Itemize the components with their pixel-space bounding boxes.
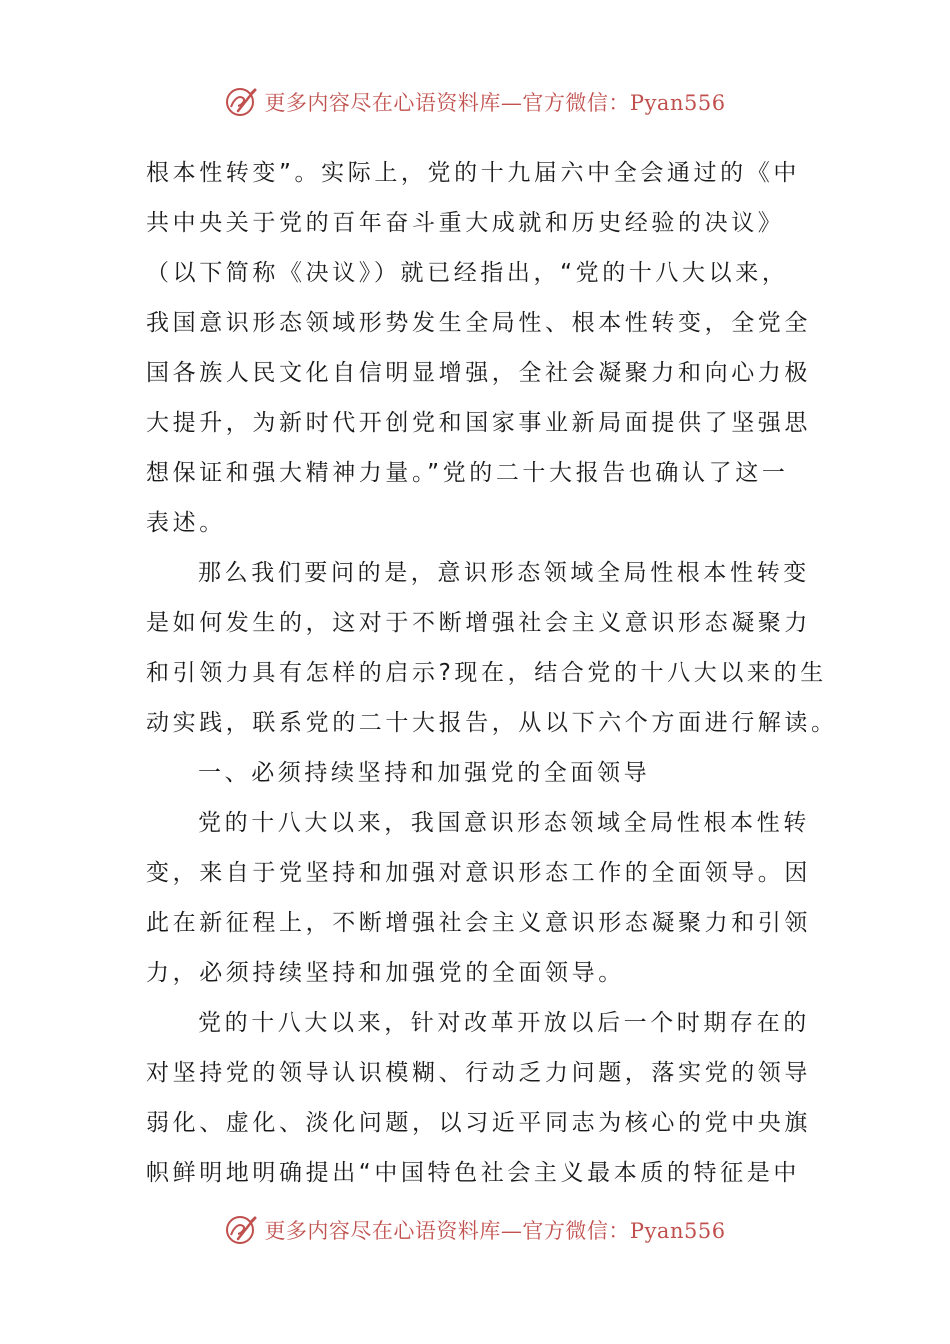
pen-signature-logo-icon bbox=[224, 1213, 258, 1247]
body-line: 和引领力具有怎样的启示?现在，结合党的十八大以来的生 bbox=[146, 660, 827, 686]
body-line: 动实践，联系党的二十大报告，从以下六个方面进行解读。 bbox=[146, 710, 838, 736]
body-line: 共中央关于党的百年奋斗重大成就和历史经验的决议》 bbox=[146, 210, 785, 236]
body-line: 对坚持党的领导认识模糊、行动乏力问题，落实党的领导 bbox=[146, 1060, 811, 1086]
watermark-text: 更多内容尽在心语资料库—官方微信：Pyan556 bbox=[264, 1219, 726, 1243]
body-line: 弱化、虚化、淡化问题，以习近平同志为核心的党中央旗 bbox=[146, 1110, 811, 1136]
body-line: 大提升，为新时代开创党和国家事业新局面提供了坚强思 bbox=[146, 410, 811, 436]
body-line: 我国意识形态领域形势发生全局性、根本性转变，全党全 bbox=[146, 310, 811, 336]
body-line: 变，来自于党坚持和加强对意识形态工作的全面领导。因 bbox=[146, 860, 811, 886]
paragraph-first-line: 党的十八大以来，我国意识形态领域全局性根本性转 bbox=[198, 810, 810, 836]
body-line: 国各族人民文化自信明显增强，全社会凝聚力和向心力极 bbox=[146, 360, 811, 386]
paragraph-first-line: 那么我们要问的是，意识形态领域全局性根本性转变 bbox=[198, 560, 810, 586]
paragraph-first-line: 党的十八大以来，针对改革开放以后一个时期存在的 bbox=[198, 1010, 810, 1036]
document-body bbox=[146, 148, 838, 1198]
body-line: 帜鲜明地明确提出“中国特色社会主义最本质的特征是中 bbox=[146, 1160, 800, 1186]
body-line: 想保证和强大精神力量。”党的二十大报告也确认了这一 bbox=[146, 460, 789, 486]
body-line: 此在新征程上，不断增强社会主义意识形态凝聚力和引领 bbox=[146, 910, 811, 936]
header-watermark-banner bbox=[0, 82, 950, 122]
body-line: （以下简称《决议》）就已经指出，“党的十八大以来， bbox=[146, 260, 789, 286]
watermark-text: 更多内容尽在心语资料库—官方微信：Pyan556 bbox=[264, 91, 726, 115]
body-line: 表述。 bbox=[146, 510, 226, 536]
pen-signature-logo-icon bbox=[224, 85, 258, 119]
body-line: 力，必须持续坚持和加强党的全面领导。 bbox=[146, 960, 625, 986]
section-heading: 一、必须持续坚持和加强党的全面领导 bbox=[198, 760, 651, 786]
footer-watermark-banner bbox=[0, 1210, 950, 1250]
body-line: 是如何发生的，这对于不断增强社会主义意识形态凝聚力 bbox=[146, 610, 811, 636]
body-line: 根本性转变”。实际上，党的十九届六中全会通过的《中 bbox=[146, 160, 800, 186]
